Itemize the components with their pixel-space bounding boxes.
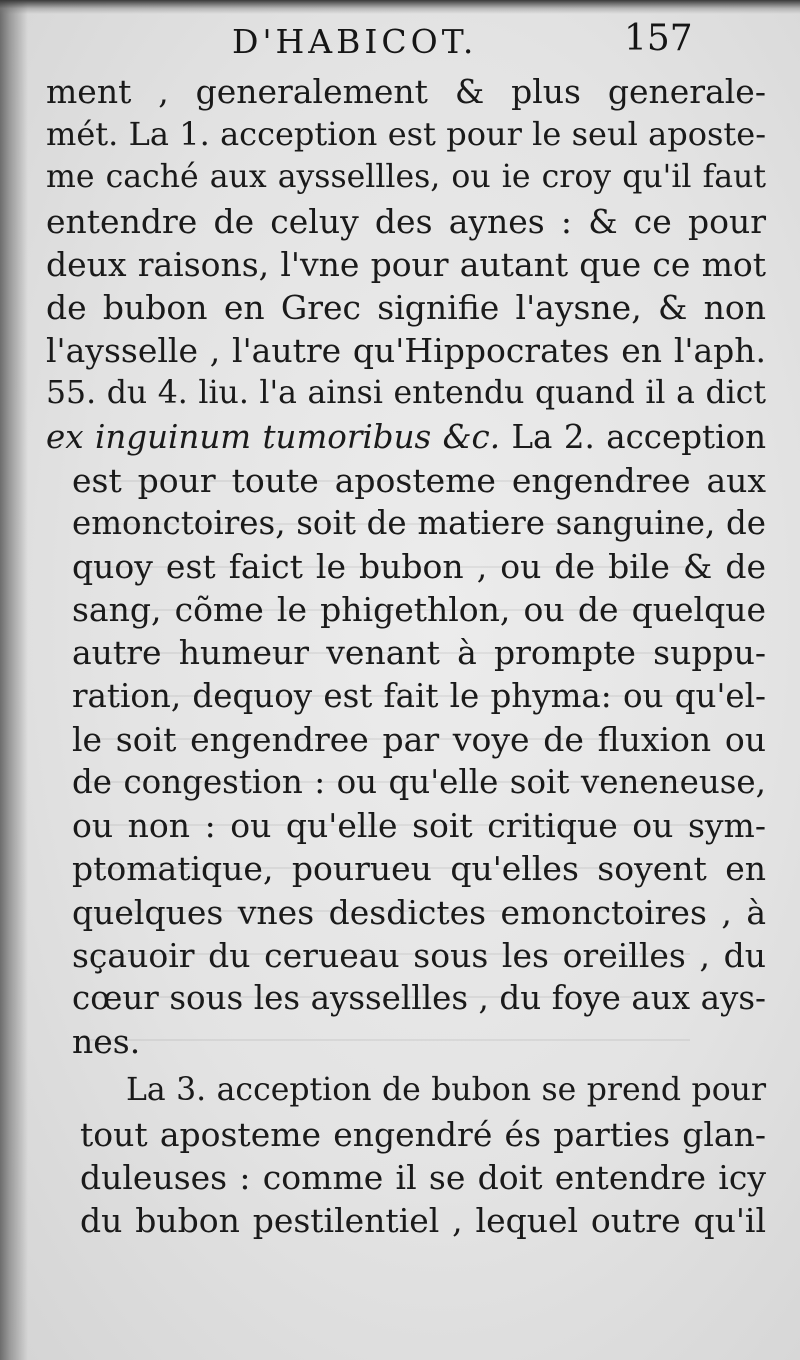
text-line: deux raisons, l'vne pour autant que ce mot (46, 244, 766, 284)
body-text (46, 70, 766, 1242)
text-line: ment , generalement & plus generale- (46, 72, 766, 111)
text-line: est pour toute aposteme engendree aux (72, 460, 766, 500)
text-line: sçauoir du cerueau sous les oreilles , du (72, 935, 766, 975)
text-line: ptomatique, pourueu qu'elles soyent en (72, 849, 766, 889)
text-line: entendre de celuy des aynes : & ce pour (46, 201, 766, 241)
text-line: me caché aux ayssellles, ou ie croy qu'il faut (46, 159, 766, 196)
text-line: autre humeur venant à prompte suppu- (72, 633, 766, 673)
page-top-edge (0, 0, 800, 14)
text-line: sang, cõme le phigethlon, ou de quelque (72, 590, 766, 630)
page-header (0, 18, 800, 68)
text-line: quoy est faict le bubon , ou de bile & de (72, 547, 766, 587)
text-line: mét. La 1. acception est pour le seul aposte- (46, 115, 766, 154)
text-line: du bubon pestilentiel , lequel outre qu'il (80, 1200, 766, 1240)
text-line: le soit engendree par voye de fluxion ou (72, 719, 766, 759)
text-line: emonctoires, soit de matiere sanguine, de (72, 503, 766, 542)
paragraph-first-line: La 3. acception de bubon se prend pour (126, 1072, 766, 1109)
text-line: quelques vnes desdictes emonctoires , à (72, 892, 766, 932)
spine-shadow (0, 0, 28, 1360)
text-line: de congestion : ou qu'elle soit veneneuse, (72, 763, 766, 801)
text-line: ou non : ou qu'elle soit critique ou sym- (72, 806, 766, 846)
text-line: duleuses : comme il se doit entendre icy (80, 1157, 766, 1197)
text-line: cœur sous les ayssellles , du foye aux ays- (72, 978, 766, 1017)
text-line: de bubon en Grec signifie l'aysne, & non (46, 287, 766, 327)
text-line: 55. du 4. liu. l'a ainsi entendu quand il a dict (46, 375, 766, 412)
text-line: ration, dequoy est fait le phyma: ou qu'el- (72, 676, 766, 715)
text-line: nes. (72, 1022, 141, 1062)
latin-citation: ex inguinum tumoribus &c. (46, 417, 501, 456)
text-line: tout aposteme engendré és parties glan- (80, 1114, 766, 1154)
text-line: l'aysselle , l'autre qu'Hippocrates en l'aph. (46, 331, 766, 371)
text-line-italic-citation (46, 416, 766, 459)
running-head: D'HABICOT. (232, 22, 478, 61)
citation-continuation: La 2. acception (500, 417, 767, 456)
page-number: 157 (624, 18, 693, 59)
